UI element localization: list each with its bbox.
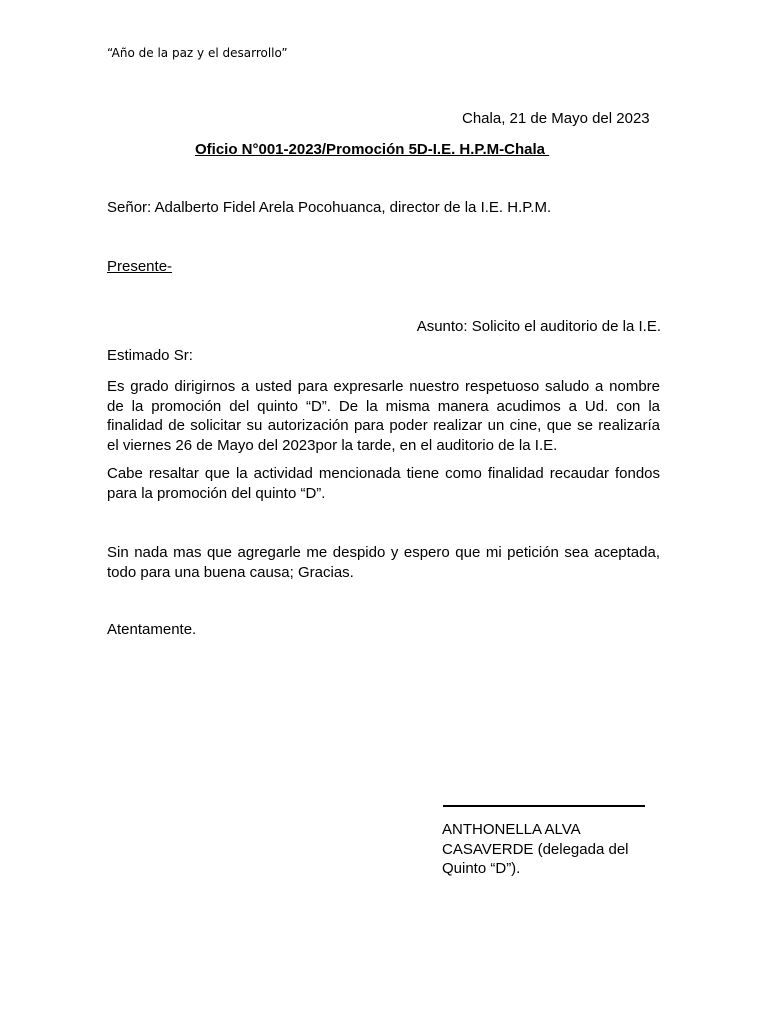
presente-label: Presente- [107,258,173,275]
greeting: Estimado Sr: [107,347,193,364]
signature-line [443,805,645,807]
closing: Atentamente. [107,621,197,638]
letter-date: Chala, 21 de Mayo del 2023 [462,110,650,127]
subject-line: Asunto: Solicito el auditorio de la I.E. [416,318,661,335]
motto: “Año de la paz y el desarrollo” [107,46,288,60]
oficio-title: Oficio N°001-2023/Promoción 5D-I.E. H.P.M-Chala [195,141,550,158]
recipient-line: Señor: Adalberto Fidel Arela Pocohuanca, director de la I.E. H.P.M. [107,199,552,216]
signature-name: ANTHONELLA ALVA CASAVERDE (delegada del Quinto “D”). [442,821,629,877]
body-paragraph-1: Es grado dirigirnos a usted para expresarle nuestro respetuoso saludo a nombre de la promoción del quinto “D”. De la misma manera acudimos a Ud. con la finalidad de solicitar su autorización para poder realizar un cine, que se realizaría el viernes 26 de Mayo del 2023por la tarde, en el auditorio de la I.E. [107,378,660,454]
body-paragraph-3: Sin nada mas que agregarle me despido y espero que mi petición sea aceptada, todo para una buena causa; Gracias. [107,544,660,581]
body-paragraph-2: Cabe resaltar que la actividad mencionada tiene como finalidad recaudar fondos para la promoción del quinto “D”. [107,465,660,502]
